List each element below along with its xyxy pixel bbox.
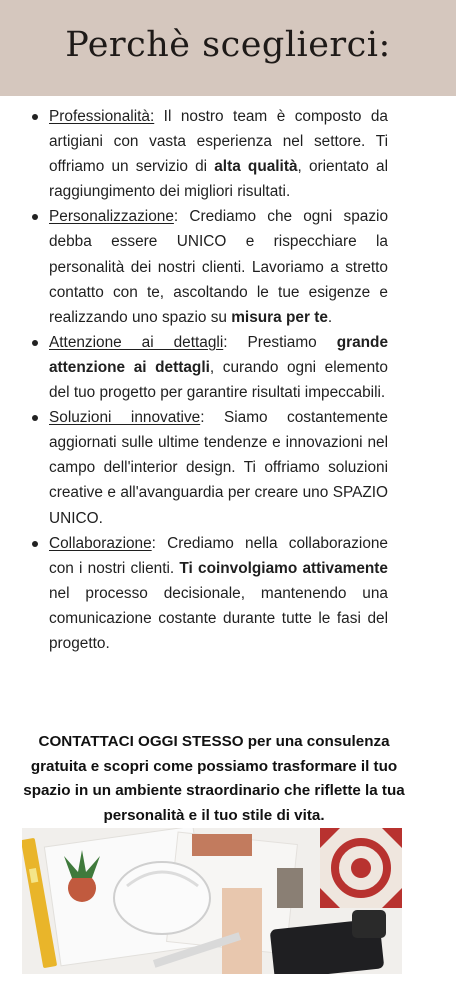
item-text: nel processo decisionale, mantenendo una comunicazione costante durante tutte le fasi del progetto.	[49, 584, 388, 652]
page-title: Perchè sceglierci:	[65, 25, 391, 65]
tape-measure	[352, 910, 386, 938]
list-item	[28, 330, 388, 405]
contact-cta: CONTATTACI OGGI STESSO per una consulenza gratuita e scopri come possiamo trasformare il tuo spazio in un ambiente straordinario che riflette la tua personalità e il tuo stile di vita.	[23, 733, 405, 824]
reasons-list	[28, 104, 388, 656]
list-item	[28, 531, 388, 656]
item-emphasis: grande attenzione ai dettagli	[49, 333, 388, 376]
item-text: , orientato al raggiungimento dei migliori risultati.	[49, 158, 388, 201]
item-heading: Attenzione ai dettagli	[49, 333, 224, 351]
item-text: : Crediamo nella collaborazione con i nostri clienti.	[49, 534, 388, 577]
item-heading: Professionalità:	[49, 108, 155, 125]
item-heading: Soluzioni innovative	[49, 409, 201, 427]
list-item	[28, 204, 388, 329]
item-emphasis: Ti coinvolgiamo attivamente	[179, 559, 388, 577]
wood-sample	[222, 888, 262, 974]
stone-sample	[277, 868, 303, 908]
item-text: : Siamo costantemente aggiornati sulle ultime tendenze e innovazioni nel campo dell'interior design. Ti offriamo soluzioni creative e all'avanguardia per creare uno SPAZIO UNICO.	[49, 409, 388, 527]
tile-pattern	[351, 858, 371, 878]
item-text: : Prestiamo	[223, 333, 337, 351]
header-banner	[0, 0, 456, 96]
item-emphasis: alta qualità	[214, 158, 298, 176]
plant-pot	[68, 874, 96, 902]
design-tools-photo	[22, 828, 402, 974]
item-text: Il nostro team è composto da artigiani con vasta esperienza nel settore. Ti offriamo un servizio di	[49, 108, 388, 176]
item-heading: Personalizzazione	[49, 208, 174, 226]
wood-sample	[192, 834, 252, 856]
list-item	[28, 405, 388, 530]
list-item	[28, 104, 388, 204]
item-text: : Crediamo che ogni spazio debba essere UNICO e rispecchiare la personalità dei nostri clienti. Lavoriamo a stretto contatto con te, ascoltando le tue esigenze e realizzando uno spazio su	[49, 208, 388, 326]
workspace-illustration	[22, 828, 402, 974]
item-text: , curando ogni elemento del tuo progetto per garantire risultati impeccabili.	[49, 358, 388, 402]
item-text: .	[327, 308, 333, 326]
item-heading: Collaborazione	[49, 534, 152, 552]
item-emphasis: misura per te	[231, 308, 328, 326]
